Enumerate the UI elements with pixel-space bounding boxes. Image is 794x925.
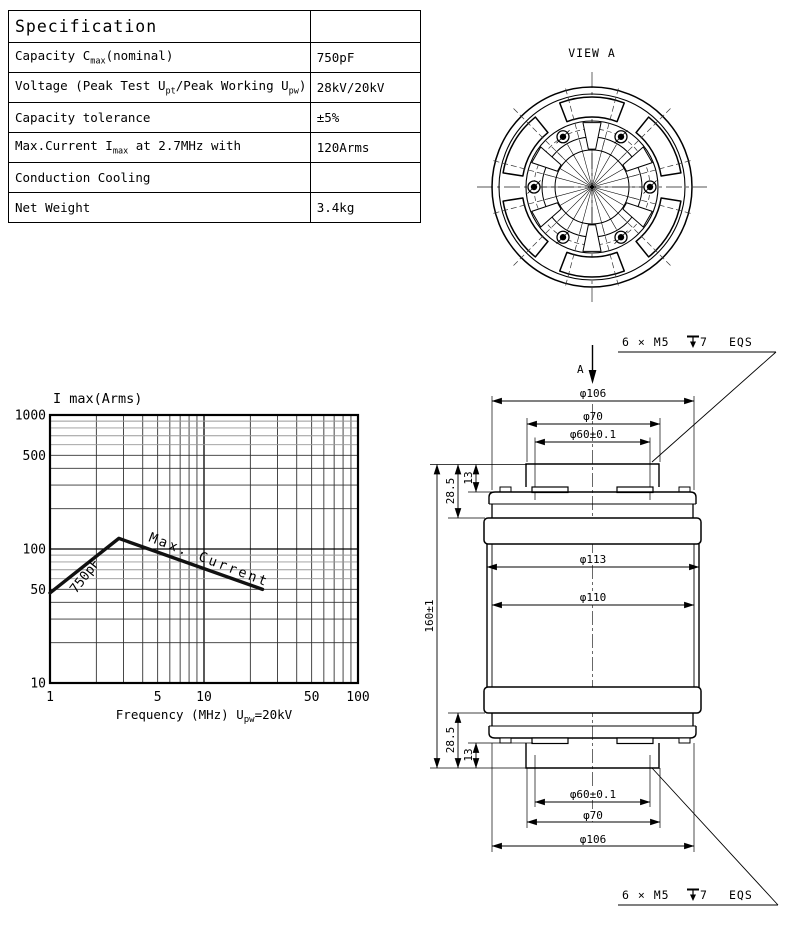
- thread-note-prefix: 6 × M5: [622, 888, 670, 902]
- spec-value: 120Arms: [310, 133, 420, 163]
- svg-text:10: 10: [196, 690, 212, 705]
- spec-table-body: [9, 43, 421, 223]
- spec-label: Net Weight: [9, 193, 311, 223]
- dim-phi110: φ110: [579, 591, 607, 604]
- spec-header-empty-cell: [310, 11, 420, 43]
- chart-y-axis-title: I max(Arms): [53, 391, 143, 407]
- dim-phi60-bottom: φ60±0.1: [569, 788, 617, 801]
- depth-symbol-icon: [687, 337, 699, 349]
- thread-note-eqs: EQS: [729, 335, 753, 349]
- thread-note-depth: 7: [700, 888, 708, 902]
- spec-value: [310, 163, 420, 193]
- dimension-labels: [423, 387, 625, 846]
- chart-x-axis-title: Frequency (MHz) $U_{pw}=20kV$: [115, 707, 293, 725]
- dim-160: 160±1: [423, 599, 436, 633]
- spec-row: [9, 163, 421, 193]
- spec-label: Conduction Cooling: [9, 163, 311, 193]
- spec-header-row: [9, 11, 421, 43]
- dim-phi70-top: φ70: [583, 410, 603, 423]
- dim-phi106-bottom: φ106: [579, 833, 607, 846]
- spec-label: Capacity tolerance: [9, 103, 311, 133]
- view-arrow-label: A: [577, 363, 584, 376]
- svg-text:5: 5: [153, 690, 162, 705]
- spec-label: Capacity $C_{max}(nominal)$: [9, 43, 311, 73]
- dim-13-bottom: 13: [462, 748, 475, 762]
- capacitor-side-view-drawing: [420, 330, 794, 925]
- dim-phi113: φ113: [579, 553, 607, 566]
- spec-value: 750pF: [310, 43, 420, 73]
- spec-value: 3.4kg: [310, 193, 420, 223]
- spec-table: [8, 10, 421, 223]
- svg-text:500: 500: [22, 448, 46, 464]
- spec-value: 28kV/20kV: [310, 73, 420, 103]
- thread-note-depth: 7: [700, 335, 708, 349]
- dim-phi70-bottom: φ70: [583, 809, 603, 822]
- dim-13-top: 13: [462, 471, 475, 485]
- thread-note-bottom: [618, 768, 778, 905]
- svg-text:100: 100: [346, 690, 370, 705]
- view-direction-arrow: [577, 345, 596, 384]
- spec-row: [9, 193, 421, 223]
- spec-row: [9, 103, 421, 133]
- svg-text:100: 100: [22, 542, 46, 558]
- view-a-geometry: [477, 72, 707, 302]
- thread-note-eqs: EQS: [729, 888, 753, 902]
- depth-symbol-icon: [687, 890, 699, 902]
- spec-label: Voltage (Peak Test $U_{pt}$/Peak Working $U_{pw}$): [9, 73, 311, 103]
- view-a-title: VIEW A: [568, 46, 616, 60]
- svg-text:50: 50: [303, 690, 320, 705]
- spec-table-title: Specification: [9, 11, 311, 43]
- view-a-drawing: [455, 35, 755, 325]
- curve-label-max-current: Max. Current: [146, 529, 272, 591]
- dim-phi106-top: φ106: [579, 387, 607, 400]
- thread-note-top: [618, 335, 776, 462]
- spec-row: [9, 73, 421, 103]
- svg-text:50: 50: [30, 582, 46, 598]
- spec-row: [9, 133, 421, 163]
- thread-note-prefix: 6 × M5: [622, 335, 670, 349]
- dim-28-5-bottom: 28.5: [444, 726, 457, 754]
- dim-28-5-top: 28.5: [444, 477, 457, 505]
- svg-text:1: 1: [46, 690, 54, 705]
- spec-label: Max.Current $I_{max}$ at 2.7MHz with: [9, 133, 311, 163]
- svg-text:10: 10: [30, 676, 46, 692]
- svg-text:1000: 1000: [14, 408, 46, 424]
- current-frequency-chart: [0, 380, 410, 740]
- curve-label-750pF: 750pF: [67, 556, 104, 597]
- spec-row: [9, 43, 421, 73]
- dim-phi60-top: φ60±0.1: [569, 428, 617, 441]
- spec-value: ±5%: [310, 103, 420, 133]
